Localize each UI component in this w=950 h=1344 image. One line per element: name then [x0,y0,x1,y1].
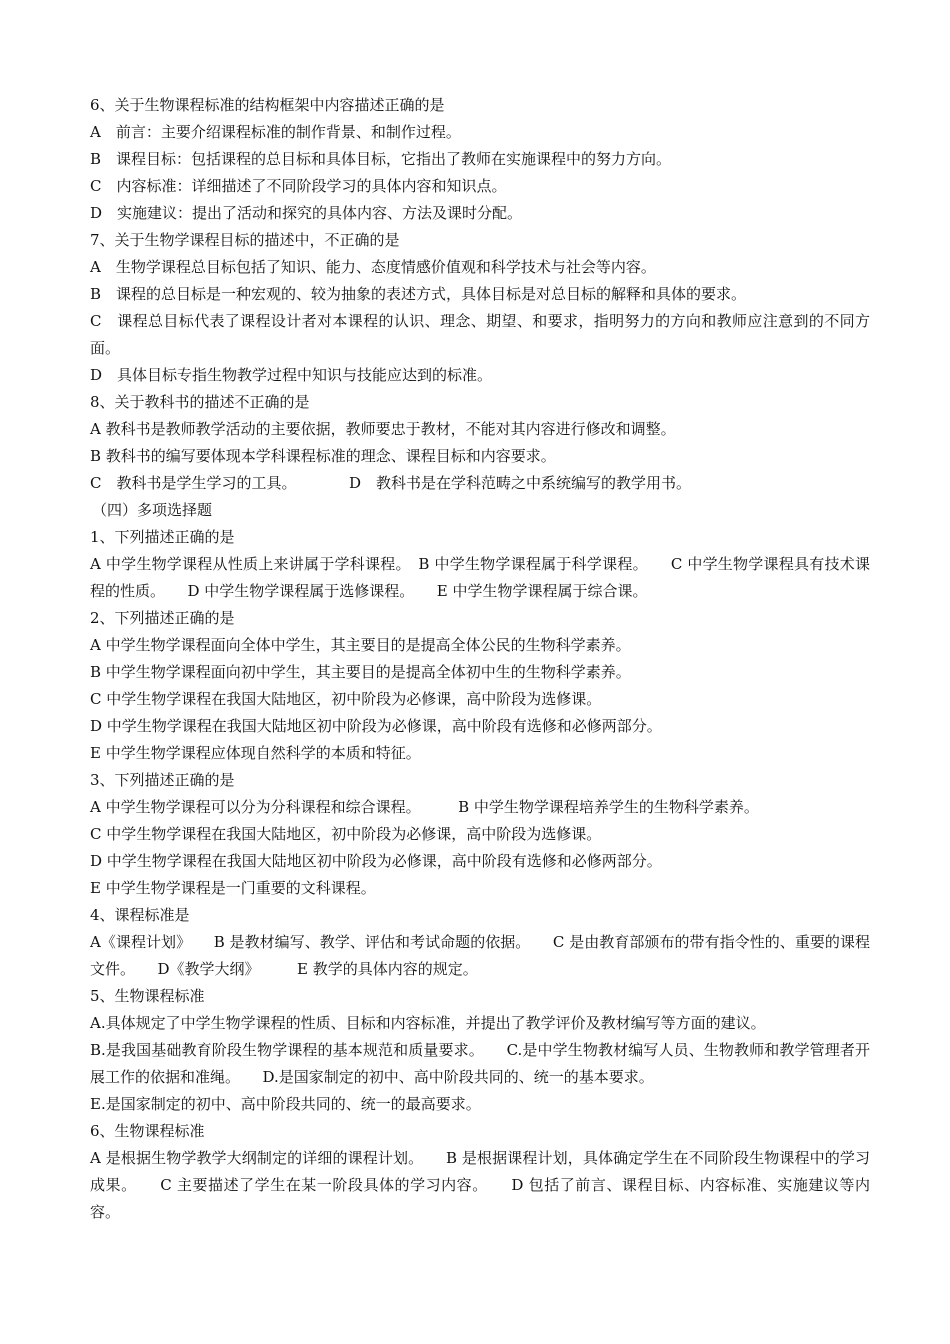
mc-question-6-options: A 是根据生物学教学大纲制定的详细的课程计划。 B 是根据课程计划，具体确定学生在不同阶段生物课程中的学习成果。 C 主要描述了学生在某一阶段具体的学习内容。 D 包括了前言、课程目标、内容标准、实施建议等内容。 [90,1149,870,1221]
mc-question-3-options-ab: A 中学生物学课程可以分为分科课程和综合课程。 B 中学生物学课程培养学生的生物科学素养。 [90,798,759,816]
mc-question-1-stem: 1、下列描述正确的是 [90,528,235,546]
mc-question-2-option-a: A 中学生物学课程面向全体中学生，其主要目的是提高全体公民的生物科学素养。 [90,636,631,654]
mc-question-5-option-e: E.是国家制定的初中、高中阶段共同的、统一的最高要求。 [90,1095,481,1113]
question-7-option-a: A 生物学课程总目标包括了知识、能力、态度情感价值观和科学技术与社会等内容。 [90,258,656,276]
mc-question-2-option-b: B 中学生物学课程面向初中学生，其主要目的是提高全体初中生的生物科学素养。 [90,663,631,681]
mc-question-2-option-d: D 中学生物学课程在我国大陆地区初中阶段为必修课，高中阶段有选修和必修两部分。 [90,717,662,735]
question-7-option-b: B 课程的总目标是一种宏观的、较为抽象的表述方式，具体目标是对总目标的解释和具体的要求。 [90,285,747,303]
question-6-stem: 6、关于生物课程标准的结构框架中内容描述正确的是 [90,96,445,114]
question-8-option-a: A 教科书是教师教学活动的主要依据，教师要忠于教材，不能对其内容进行修改和调整。 [90,420,676,438]
question-7-option-c: C 课程总目标代表了课程设计者对本课程的认识、理念、期望、和要求，指明努力的方向和教师应注意到的不同方面。 [90,312,870,357]
question-8-stem: 8、关于教科书的描述不正确的是 [90,393,310,411]
mc-question-5-option-a: A.具体规定了中学生物学课程的性质、目标和内容标准，并提出了教学评价及教材编写等方面的建议。 [90,1014,766,1032]
mc-question-5-stem: 5、生物课程标准 [90,987,205,1005]
question-6-option-a: A 前言：主要介绍课程标准的制作背景、和制作过程。 [90,123,461,141]
mc-question-6-stem: 6、生物课程标准 [90,1122,205,1140]
question-8-options-cd: C 教科书是学生学习的工具。 D 教科书是在学科范畴之中系统编写的教学用书。 [90,474,692,492]
mc-question-4-options: A《课程计划》 B 是教材编写、教学、评估和考试命题的依据。 C 是由教育部颁布的带有指令性的、重要的课程文件。 D《教学大纲》 E 教学的具体内容的规定。 [90,933,870,978]
mc-question-2-option-c: C 中学生物学课程在我国大陆地区，初中阶段为必修课，高中阶段为选修课。 [90,690,602,708]
mc-question-3-stem: 3、下列描述正确的是 [90,771,235,789]
question-8-option-b: B 教科书的编写要体现本学科课程标准的理念、课程目标和内容要求。 [90,447,556,465]
question-7-option-d: D 具体目标专指生物教学过程中知识与技能应达到的标准。 [90,366,493,384]
question-6-option-d: D 实施建议：提出了活动和探究的具体内容、方法及课时分配。 [90,204,523,222]
mc-question-1-options: A 中学生物学课程从性质上来讲属于学科课程。 B 中学生物学课程属于科学课程。 C 中学生物学课程具有技术课程的性质。 D 中学生物学课程属于选修课程。 E 中学生物学课程属于综合课。 [90,555,870,600]
document-page [90,92,870,1226]
mc-question-2-stem: 2、下列描述正确的是 [90,609,235,627]
mc-question-3-option-e: E 中学生物学课程是一门重要的文科课程。 [90,879,376,897]
question-6-option-b: B 课程目标：包括课程的总目标和具体目标，它指出了教师在实施课程中的努力方向。 [90,150,672,168]
question-7-stem: 7、关于生物学课程目标的描述中，不正确的是 [90,231,400,249]
section-heading: （四）多项选择题 [92,501,213,519]
question-6-option-c: C 内容标准：详细描述了不同阶段学习的具体内容和知识点。 [90,177,507,195]
mc-question-4-stem: 4、课程标准是 [90,906,190,924]
mc-question-3-option-d: D 中学生物学课程在我国大陆地区初中阶段为必修课，高中阶段有选修和必修两部分。 [90,852,662,870]
mc-question-2-option-e: E 中学生物学课程应体现自然科学的本质和特征。 [90,744,421,762]
mc-question-5-options-bcd: B.是我国基础教育阶段生物学课程的基本规范和质量要求。 C.是中学生物教材编写人员、生物教师和教学管理者开展工作的依据和准绳。 D.是国家制定的初中、高中阶段共同的、统一的基本要求。 [90,1041,870,1086]
mc-question-3-option-c: C 中学生物学课程在我国大陆地区，初中阶段为必修课，高中阶段为选修课。 [90,825,602,843]
